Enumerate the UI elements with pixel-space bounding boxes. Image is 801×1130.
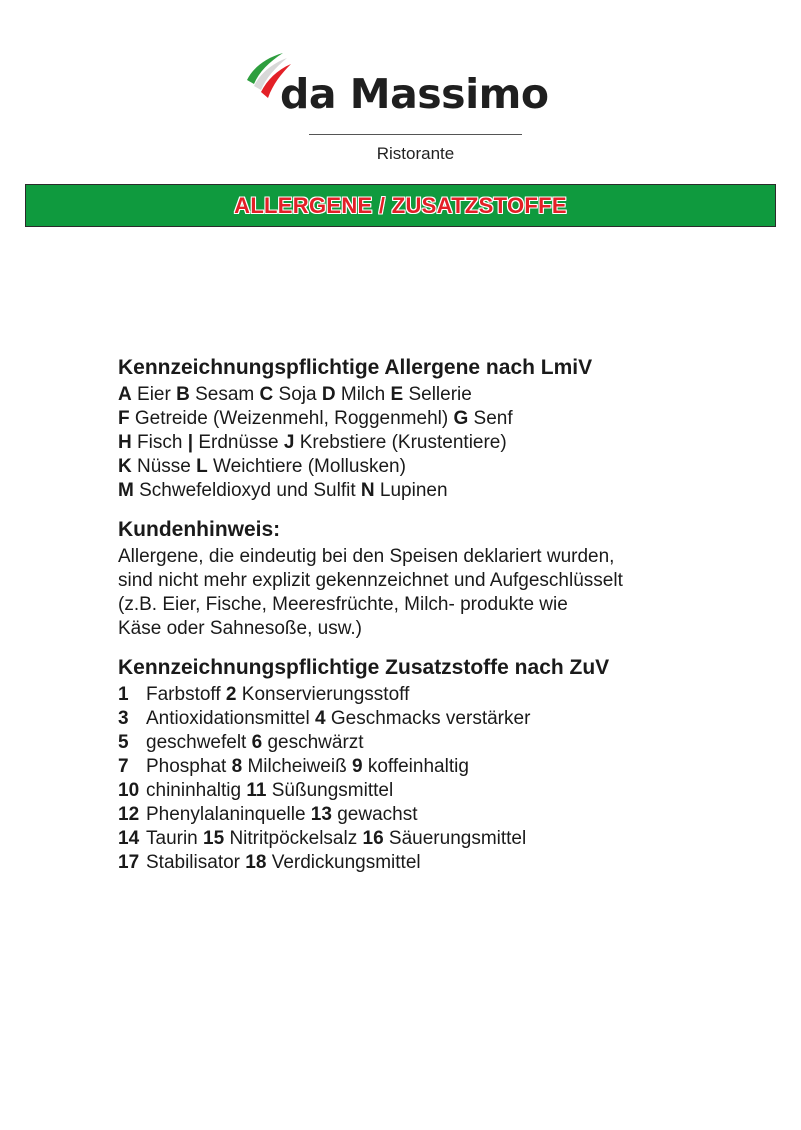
additives-code: 12 <box>118 804 140 825</box>
additives-line <box>118 731 778 755</box>
additives-label: Phenylalaninquelle <box>146 804 306 825</box>
notice-line: (z.B. Eier, Fische, Meeresfrüchte, Milch- produkte wie <box>118 594 568 615</box>
notice-section <box>118 517 778 641</box>
additives-code: 8 <box>231 756 243 777</box>
additives-code: 10 <box>118 780 140 801</box>
additives-code: 1 <box>118 684 129 705</box>
allergens-code: K <box>118 456 132 477</box>
banner-title: ALLERGENE / ZUSATZSTOFFE <box>234 192 567 218</box>
additives-label: geschwefelt <box>146 732 247 753</box>
allergens-code: J <box>283 432 295 453</box>
additives-code: 18 <box>245 852 267 873</box>
allergens-code: L <box>196 456 208 477</box>
additives-label: Geschmacks verstärker <box>330 708 531 729</box>
additives-code: 4 <box>314 708 326 729</box>
additives-label: Säuerungsmittel <box>388 828 527 849</box>
additives-code: 6 <box>251 732 263 753</box>
allergens-code: H <box>118 432 132 453</box>
allergens-label: Krebstiere (Krustentiere) <box>299 432 507 453</box>
notice-line: sind nicht mehr explizit gekennzeichnet und Aufgeschlüsselt <box>118 570 623 591</box>
additives-code: 3 <box>118 708 129 729</box>
allergens-code: | <box>187 432 194 453</box>
additives-label: Milcheiweiß <box>247 756 347 777</box>
allergens-code: D <box>321 384 336 405</box>
additives-line <box>118 803 778 827</box>
additives-section <box>118 655 778 875</box>
allergens-label: Sellerie <box>408 384 472 405</box>
allergens-label: Sesam <box>195 384 255 405</box>
additives-label: Verdickungsmittel <box>271 852 421 873</box>
allergens-label: Soja <box>278 384 317 405</box>
allergens-line <box>118 383 778 407</box>
allergens-code: B <box>176 384 190 405</box>
allergens-label: Fisch <box>137 432 183 453</box>
allergens-label: Schwefeldioxyd und Sulfit <box>139 480 356 501</box>
allergens-section <box>118 355 778 503</box>
additives-heading: Kennzeichnungspflichtige Zusatzstoffe nach ZuV <box>118 656 610 679</box>
additives-code: 2 <box>225 684 237 705</box>
additives-label: Taurin <box>146 828 198 849</box>
additives-label: Konservierungsstoff <box>241 684 410 705</box>
allergens-label: Lupinen <box>379 480 448 501</box>
allergens-label: Senf <box>473 408 513 429</box>
logo <box>0 0 801 180</box>
brand-subtitle: Ristorante <box>376 144 455 163</box>
additives-label: koffeinhaltig <box>367 756 469 777</box>
allergens-code: F <box>118 408 130 429</box>
additives-line <box>118 755 778 779</box>
additives-code: 17 <box>118 852 140 873</box>
allergens-label: Getreide (Weizenmehl, Roggenmehl) <box>134 408 449 429</box>
brand-name: da Massimo <box>280 70 549 118</box>
allergens-label: Erdnüsse <box>198 432 279 453</box>
additives-label: gewachst <box>337 804 418 825</box>
allergens-code: M <box>118 480 134 501</box>
additives-label: Nitritpöckelsalz <box>229 828 358 849</box>
additives-code: 9 <box>351 756 363 777</box>
additives-line <box>118 827 778 851</box>
allergens-label: Nüsse <box>137 456 191 477</box>
allergens-code: C <box>259 384 274 405</box>
allergens-label: Weichtiere (Mollusken) <box>213 456 406 477</box>
additives-code: 11 <box>246 780 267 801</box>
allergens-line <box>118 455 778 479</box>
additives-line <box>118 707 778 731</box>
additives-label: Stabilisator <box>146 852 240 873</box>
additives-label: chininhaltig <box>146 780 242 801</box>
notice-heading: Kundenhinweis: <box>118 518 281 541</box>
allergens-line <box>118 407 778 431</box>
allergens-heading: Kennzeichnungspflichtige Allergene nach LmiV <box>118 356 593 379</box>
additives-line <box>118 683 778 707</box>
additives-code: 13 <box>310 804 332 825</box>
additives-label: Süßungsmittel <box>271 780 394 801</box>
additives-line <box>118 851 778 875</box>
additives-label: Farbstoff <box>146 684 221 705</box>
allergens-code: G <box>453 408 469 429</box>
additives-code: 14 <box>118 828 140 849</box>
allergens-label: Milch <box>340 384 386 405</box>
additives-code: 5 <box>118 732 129 753</box>
additives-code: 7 <box>118 756 129 777</box>
notice-line: Allergene, die eindeutig bei den Speisen deklariert wurden, <box>118 546 615 567</box>
additives-code: 16 <box>362 828 384 849</box>
allergens-line <box>118 431 778 455</box>
logo-divider <box>309 134 522 135</box>
allergens-code: N <box>360 480 375 501</box>
additives-code: 15 <box>203 828 225 849</box>
additives-label: Phosphat <box>146 756 227 777</box>
notice-line: Käse oder Sahnesoße, usw.) <box>118 618 362 639</box>
allergens-code: E <box>390 384 404 405</box>
allergens-label: Eier <box>137 384 171 405</box>
title-banner <box>25 184 776 227</box>
additives-line <box>118 779 778 803</box>
content <box>118 355 778 889</box>
additives-label: geschwärzt <box>267 732 364 753</box>
additives-label: Antioxidationsmittel <box>146 708 310 729</box>
allergens-line <box>118 479 778 503</box>
allergens-code: A <box>118 384 132 405</box>
